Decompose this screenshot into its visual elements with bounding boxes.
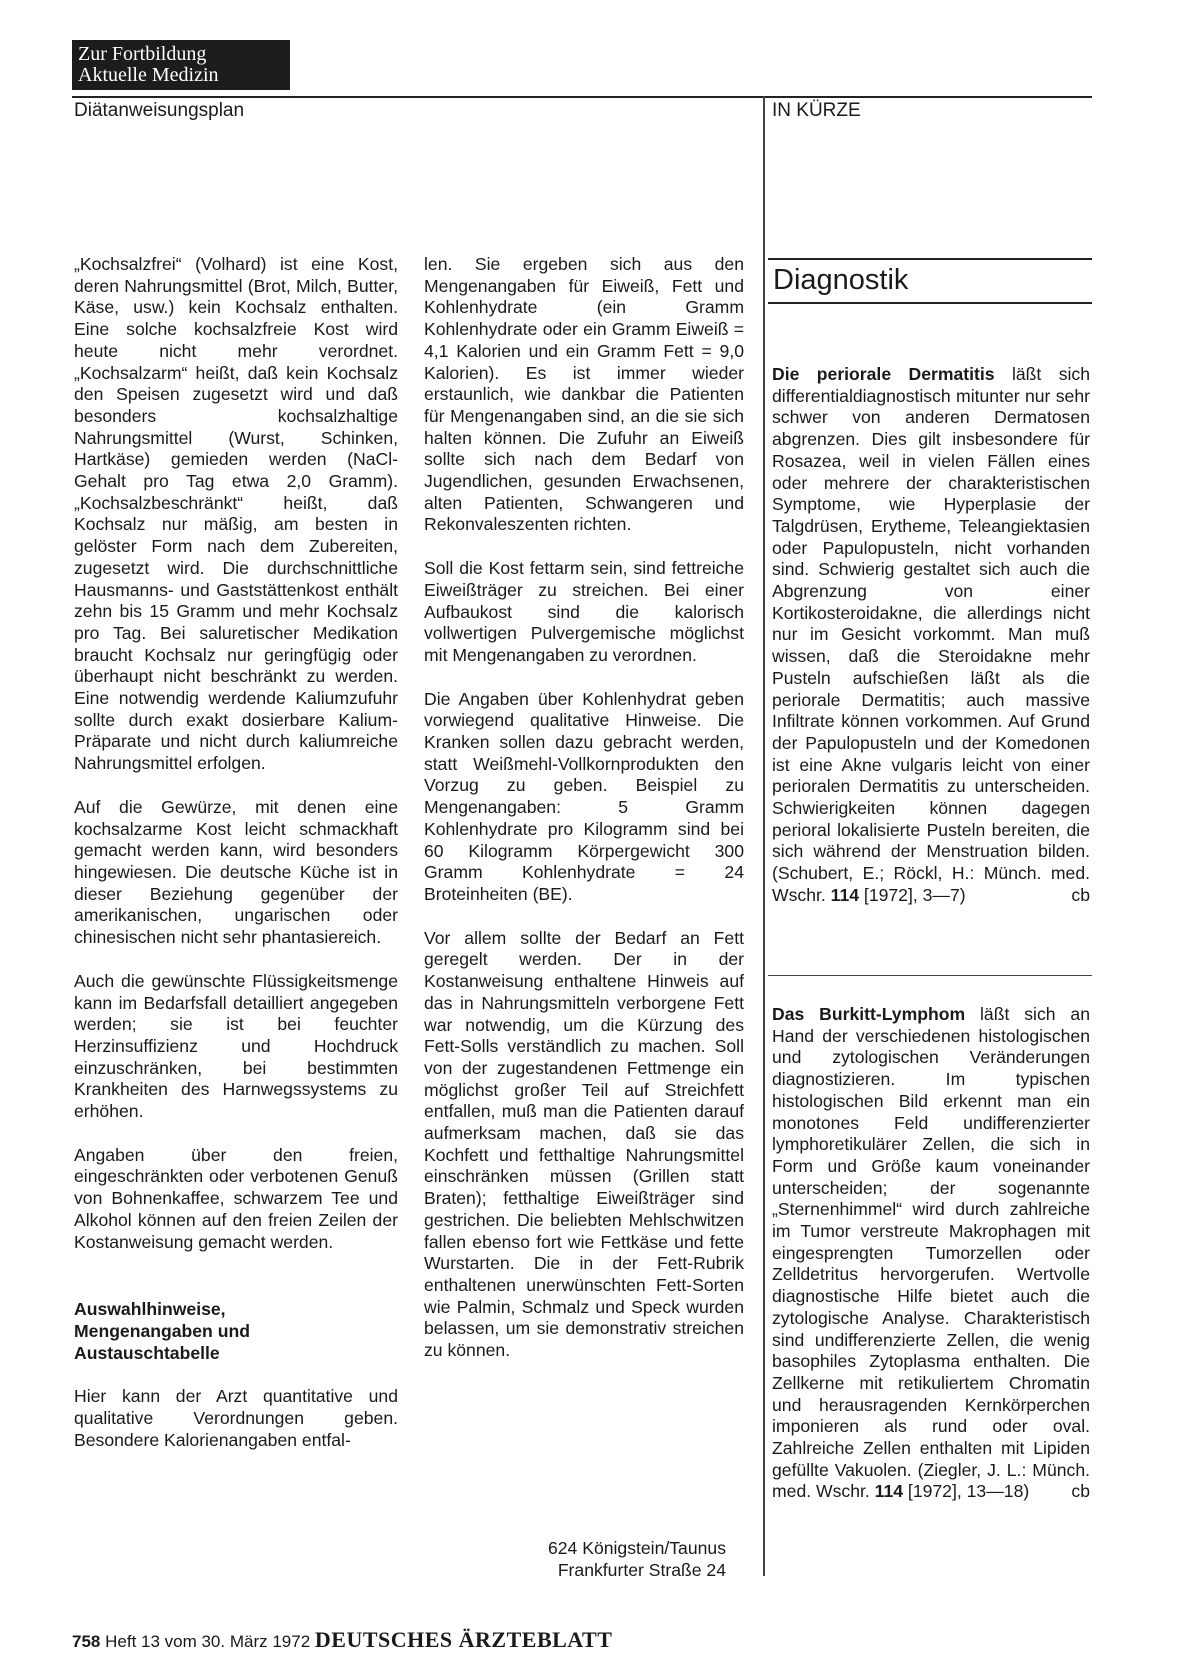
column-divider [763,96,765,1576]
page-footer [72,1627,612,1653]
section-title-right: IN KÜRZE [772,100,861,121]
paragraph: Hier kann der Arzt quantitative und qualitative Verordnungen geben. Besondere Kalorienangaben entfal- [74,1386,398,1450]
article-lead: Die periorale Dermatitis [772,364,995,384]
paragraph: Soll die Kost fettarm sein, sind fettreiche Eiweißträger zu streichen. Bei einer Aufbaukost sind die kalorisch vollwertigen Pulvergemische möglichst mit Mengenangaben zu verordnen. [424,558,744,665]
paragraph: Angaben über den freien, eingeschränkten oder verbotenen Genuß von Bohnenkaffee, schwarzem Tee und Alkohol können auf den freien Zeilen der Kostanweisung gemacht werden. [74,1144,398,1252]
issue-info: Heft 13 vom 30. März 1972 [105,1632,311,1651]
paragraph: Auf die Gewürze, mit denen eine kochsalzarme Kost leicht schmackhaft gemacht werden kann, wird besonders hingewiesen. Die deutsche Küche ist in dieser Beziehung gegenüber der amerikanischen, ungarischen oder chinesischen nicht sehr phantasiereich. [74,796,398,948]
reference: [1972], 3—7) [859,884,966,905]
article-perioral [772,364,1090,929]
volume: 114 [874,1481,904,1502]
badge-line-2: Aktuelle Medizin [78,64,219,86]
paragraph: Auch die gewünschte Flüssigkeitsmenge kann im Bedarfsfall detailliert angegeben werden; sie ist bei feuchter Herzinsuffizienz und Hochdruck einzuschränken, bei bestimmten Krankheiten des Harnwegssystems zu erhöhen. [74,970,398,1122]
badge-line-1: Zur Fortbildung [78,43,207,65]
article-separator [768,975,1092,976]
article-text: läßt sich differentialdiagnostisch mitunter nur sehr schwer von anderen Dermatosen abgrenzen. Dies gilt insbesondere für Rosazea, weil in vielen Fällen eines oder mehrere der charakteristischen Symptome, wie Hyperplasie der Talgdrüsen, Erytheme, Teleangiektasien oder Papulopusteln, nicht vorhanden sind. Schwierig gestaltet sich auch die Abgrenzung von einer Kortikosteroidakne, die allerdings nicht nur im Gesicht vorkommt. Man muß wissen, daß die Steroidakne mehr Pusteln aufschießen läßt als die periorale Dermatitis; auch massive Infiltrate können vorkommen. Auf Grund der Papulopusteln und der Komedonen ist eine Akne vulgaris leicht von einer perioralen Dermatitis zu unterscheiden. Schwierigkeiten können dagegen perioral lokalisierte Pusteln bereiten, die sich während der Menstruation bilden. (Schubert, E.; Röckl, H.: Münch. med. Wschr. [772,364,1090,905]
paragraph: len. Sie ergeben sich aus den Mengenangaben für Eiweiß, Fett und Kohlenhydrate (ein Gramm Kohlenhydrate oder ein Gramm Eiweiß = 4,1 Kalorien und ein Gramm Fett = 9,0 Kalorien). Es ist immer wieder erstaunlich, wie dankbar die Patienten für Mengenangaben sind, an die sie sich halten können. Die Zufuhr an Eiweiß sollte sich nach dem Bedarf von Jugendlichen, gesunden Erwachsenen, alten Patienten, Schwangeren und Rekonvaleszenten richten. [424,254,744,535]
address-line: 624 Königstein/Taunus [547,1538,726,1558]
subheading-line: Mengenangaben und [74,1320,250,1341]
volume: 114 [830,884,860,905]
subheading-line: Austauschtabelle [74,1342,220,1363]
column-2 [424,254,744,1384]
page-number: 758 [72,1632,101,1651]
paragraph: Vor allem sollte der Bedarf an Fett geregelt werden. Der in der Kostanweisung enthaltene Hinweis auf das in Nahrungsmitteln verborgene Fett war notwendig, um die Kürzung des Fett-Solls verständlich zu machen. Soll von der zugestandenen Fettmenge ein möglichst großer Teil auf Streichfett entfallen, muß man die Patienten darauf aufmerksam machen, daß sie das Kochfett und fetthaltige Nahrungsmittel einschränken müssen (Grillen statt Braten); fetthaltige Eiweißträger sind gestrichen. Die beliebten Mehlschwitzen fallen ebenso fort wie Fettkäse und fette Wurstarten. Die in der Fett-Rubrik enthaltenen unerwünschten Fett-Sorten wie Palmin, Schmalz und Speck wurden belassen, um sie demonstrativ streichen zu können. [424,927,744,1361]
address-line: Frankfurter Straße 24 [557,1559,726,1580]
title-rule-bottom [768,302,1092,304]
author-signature: cb [1071,884,1090,905]
paragraph [772,1004,1090,1503]
article-text: läßt sich an Hand der verschiedenen histologischen und zytologischen Veränderungen diagnostizieren. Im typischen histologischen Bild erkennt man ein monotones Feld undifferenzierter lymphoretikulärer Zellen, die sich in Form und Größe kaum voneinander unterscheiden; der sogenannte „Sternenhimmel“ wird durch zahlreiche im Tumor verstreute Makrophagen mit eingesprengten Tumorzellen oder Zelldetritus hervorgerufen. Wertvolle diagnostische Hilfe bietet auch die zytologische Analyse. Charakteristisch sind undifferenzierte Zellen, die wenig basophiles Zytoplasma enthalten. Die Zellkerne mit retikuliertem Chromatin und herausragenden Kernkörperchen imponieren als rund oder oval. Zahlreiche Zellen enthalten mit Lipiden gefüllte Vakuolen. (Ziegler, J. L.: Münch. med. Wschr. [772,1004,1090,1502]
column-1 [74,254,398,1473]
column-title: Diagnostik [773,264,909,296]
reference: [1972], 13—18) [903,1481,1030,1502]
author-address [424,1538,726,1581]
article-burkitt [772,1004,1090,1525]
header-rule [72,96,1092,98]
title-rule-top [768,258,1092,260]
article-lead: Das Burkitt-Lymphom [772,1004,966,1024]
section-badge [72,40,290,90]
author-signature: cb [1071,1481,1090,1502]
paragraph: Die Angaben über Kohlenhydrat geben vorwiegend qualitative Hinweise. Die Kranken sollen dazu gebracht werden, statt Weißmehl-Vollkornprodukten den Vorzug zu geben. Beispiel zu Mengenangaben: 5 Gramm Kohlenhydrate pro Kilogramm sind bei 60 Kilogramm Körpergewicht 300 Gramm Kohlenhydrate = 24 Broteinheiten (BE). [424,688,744,904]
paragraph: „Kochsalzfrei“ (Volhard) ist eine Kost, deren Nahrungsmittel (Brot, Milch, Butter, Käse, usw.) kein Kochsalz enthalten. Eine solche kochsalzfreie Kost wird heute nicht mehr verordnet. „Kochsalzarm“ heißt, daß kein Kochsalz den Speisen zugesetzt wird und daß besonders kochsalzhaltige Nahrungsmittel (Wurst, Schinken, Hartkäse) gemieden werden (NaCl-Gehalt pro Tag etwa 2,0 Gramm). „Kochsalzbeschränkt“ heißt, daß Kochsalz nur mäßig, am besten in gelöster Form nach dem Zubereiten, zugesetzt wird. Die durchschnittliche Hausmanns- und Gaststättenkost enthält zehn bis 15 Gramm und mehr Kochsalz pro Tag. Bei saluretischer Medikation braucht Kochsalz nur geringfügig oder überhaupt nicht beschränkt zu werden. Eine notwendig werdende Kaliumzufuhr sollte durch exakt dosierbare Kalium-Präparate und nicht durch kaliumreiche Nahrungsmittel erfolgen. [74,254,398,774]
masthead: DEUTSCHES ÄRZTEBLATT [314,1627,613,1652]
section-title-left: Diätanweisungsplan [74,100,245,121]
paragraph [772,364,1090,907]
subheading-line: Auswahlhinweise, [74,1299,226,1320]
subheading [74,1299,398,1364]
